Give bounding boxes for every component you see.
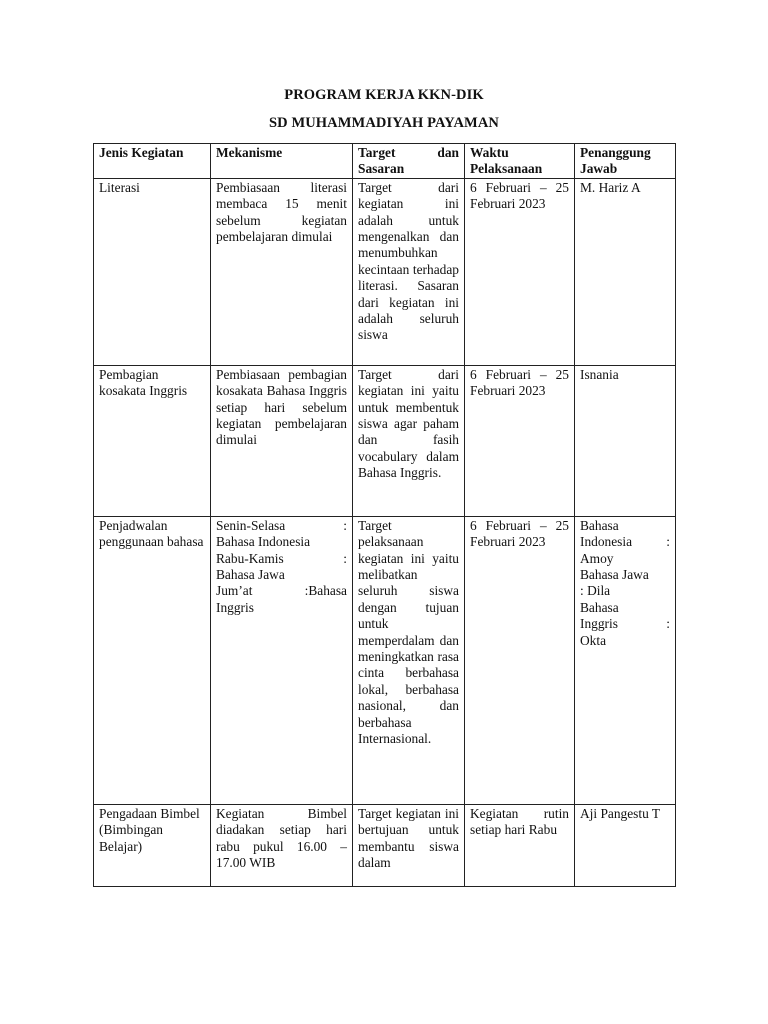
cell-target: Target dari kegiatan ini yaitu untuk membentuk siswa agar paham dan fasih vocabulary dalam Bahasa Inggris. — [353, 365, 465, 516]
table-row — [94, 178, 676, 365]
cell-mekanisme: Kegiatan Bimbel diadakan setiap hari rabu pukul 16.00 – 17.00 WIB — [211, 804, 353, 886]
pj-line: Inggris : — [580, 616, 670, 632]
cell-target: Target kegiatan ini bertujuan untuk membantu siswa dalam — [353, 804, 465, 886]
pj-line: Okta — [580, 632, 607, 648]
program-table — [93, 143, 676, 887]
cell-penanggung-jawab: Isnania — [575, 365, 676, 516]
document-subtitle: SD MUHAMMADIYAH PAYAMAN — [268, 115, 499, 131]
cell-waktu: Kegiatan rutin setiap hari Rabu — [465, 804, 575, 886]
cell-penanggung-jawab — [575, 516, 676, 804]
cell-jenis: Pengadaan Bimbel (Bimbingan Belajar) — [94, 804, 211, 886]
cell-mekanisme — [211, 516, 353, 804]
cell-penanggung-jawab: Aji Pangestu T — [575, 804, 676, 886]
cell-mekanisme: Pembiasaan pembagian kosakata Bahasa Inggris setiap hari sebelum kegiatan pembelajaran dimulai — [211, 365, 353, 516]
mekanisme-line: Jum’at :Bahasa — [216, 583, 347, 599]
header-target-sasaran: Target dan Sasaran — [353, 144, 465, 179]
cell-mekanisme: Pembiasaan literasi membaca 15 menit sebelum kegiatan pembelajaran dimulai — [211, 178, 353, 365]
cell-waktu: 6 Februari – 25 Februari 2023 — [465, 365, 575, 516]
pj-line: Amoy — [580, 550, 614, 566]
table-row — [94, 365, 676, 516]
document-title: PROGRAM KERJA KKN-DIK — [284, 87, 484, 103]
cell-jenis: Literasi — [94, 178, 211, 365]
table-row — [94, 516, 676, 804]
mekanisme-line: Bahasa Indonesia — [216, 534, 311, 550]
header-penanggung-jawab: Penanggung Jawab — [575, 144, 676, 179]
pj-line: Bahasa — [580, 599, 619, 615]
cell-jenis: Penjadwalan penggunaan bahasa — [94, 516, 211, 804]
cell-jenis: Pembagian kosakata Inggris — [94, 365, 211, 516]
mekanisme-line: Rabu-Kamis : — [216, 550, 347, 566]
cell-penanggung-jawab: M. Hariz A — [575, 178, 676, 365]
pj-line: Indonesia : — [580, 534, 670, 550]
header-mekanisme: Mekanisme — [211, 144, 353, 179]
header-jenis-kegiatan: Jenis Kegiatan — [94, 144, 211, 179]
pj-line: Bahasa Jawa — [580, 567, 649, 583]
table-row — [94, 804, 676, 886]
pj-line: : Dila — [580, 583, 611, 599]
mekanisme-line: Senin-Selasa : — [216, 517, 347, 533]
pj-line: Bahasa — [580, 517, 619, 533]
mekanisme-line: Inggris — [216, 599, 254, 615]
cell-waktu: 6 Februari – 25 Februari 2023 — [465, 516, 575, 804]
table-header-row — [94, 144, 676, 179]
cell-target: Target pelaksanaan kegiatan ini yaitu melibatkan seluruh siswa dengan tujuan untuk memperdalam dan meningkatkan rasa cinta berbahasa lokal, berbahasa nasional, dan berbahasa Internasional. — [353, 516, 465, 804]
mekanisme-line: Bahasa Jawa — [216, 567, 285, 583]
cell-waktu: 6 Februari – 25 Februari 2023 — [465, 178, 575, 365]
cell-target: Target dari kegiatan ini adalah untuk mengenalkan dan menumbuhkan kecintaan terhadap literasi. Sasaran dari kegiatan ini adalah seluruh siswa — [353, 178, 465, 365]
header-waktu-pelaksanaan: Waktu Pelaksanaan — [465, 144, 575, 179]
